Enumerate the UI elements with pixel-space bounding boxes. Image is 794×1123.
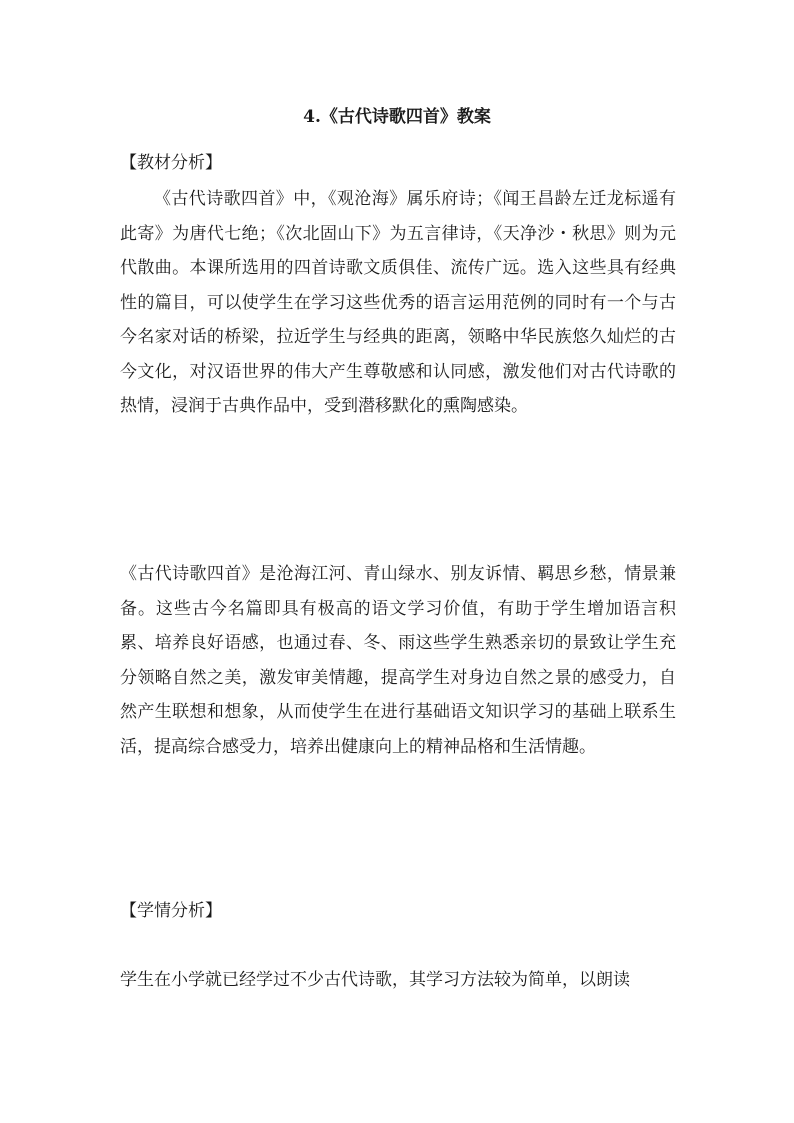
section-heading-textbook-analysis: 【教材分析】 (120, 153, 222, 173)
paragraph-textbook-analysis: 《古代诗歌四首》中，《观沧海》属乐府诗；《闻王昌龄左迁龙标遥有此寄》为唐代七绝；《次北固山下》为五言律诗，《天净沙・秋思》则为元代散曲。本课所选用的四首诗歌文质俱佳、流传广远。选入这些具有经典性的篇目，可以使学生在学习这些优秀的语言运用范例的同时有一个与古今名家对话的桥梁，拉近学生与经典的距离，领略中华民族悠久灿烂的古今文化，对汉语世界的伟大产生尊敬感和认同感，激发他们对古代诗歌的热情，浸润于古典作品中，受到潜移默化的熏陶感染。 (120, 189, 676, 416)
paragraph-student-analysis: 学生在小学就已经学过不少古代诗歌，其学习方法较为简单，以朗读 (120, 970, 630, 990)
paragraph-poems-value: 《古代诗歌四首》是沧海江河、青山绿水、别友诉情、羁思乡愁，情景兼备。这些古今名篇即具有极高的语文学习价值，有助于学生增加语言积累、培养良好语感，也通过春、冬、雨这些学生熟悉亲切的景致让学生充分领略自然之美，激发审美情趣，提高学生对身边自然之景的感受力，自然产生联想和想象，从而使学生在进行基础语文知识学习的基础上联系生活，提高综合感受力，培养出健康向上的精神品格和生活情趣。 (120, 564, 676, 757)
section-heading-student-analysis: 【学情分析】 (120, 901, 222, 921)
document-title: 4.《古代诗歌四首》教案 (303, 107, 491, 127)
